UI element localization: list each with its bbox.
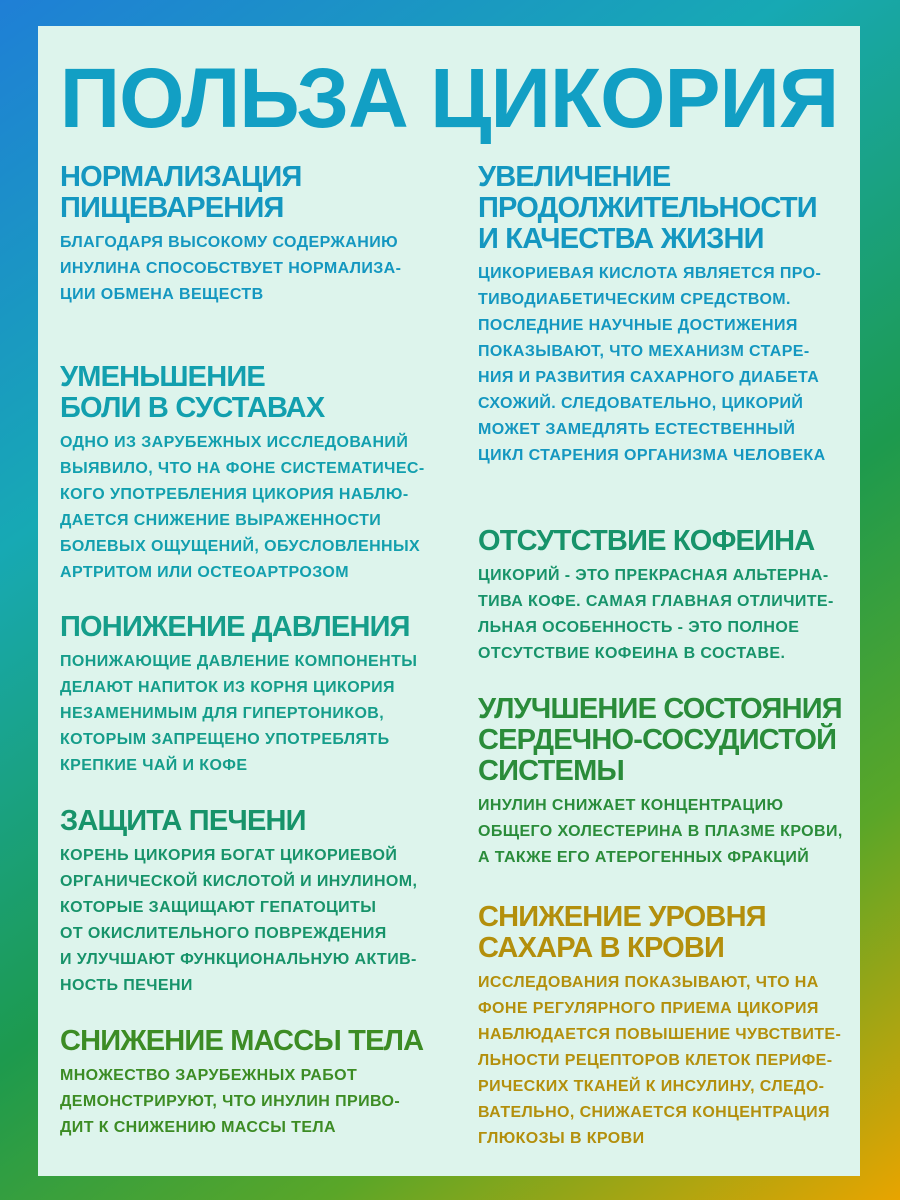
section-liver bbox=[60, 806, 440, 999]
section-heading: ПОНИЖЕНИЕ ДАВЛЕНИЯ bbox=[60, 611, 410, 643]
section-heading: СНИЖЕНИЕ УРОВНЯ САХАРА В КРОВИ bbox=[478, 901, 766, 964]
section-joints bbox=[60, 362, 440, 586]
section-digestion bbox=[60, 162, 440, 308]
section-cardio bbox=[478, 694, 848, 871]
poster-title: ПОЛЬЗА ЦИКОРИЯ bbox=[59, 51, 839, 145]
section-heading: ЗАЩИТА ПЕЧЕНИ bbox=[60, 805, 306, 837]
section-body: ЦИКОРИЕВАЯ КИСЛОТА ЯВЛЯЕТСЯ ПРО- ТИВОДИАБЕТИЧЕСКИМ СРЕДСТВОМ. ПОСЛЕДНИЕ НАУЧНЫЕ ДОСТИЖЕНИЯ ПОКАЗЫВАЮТ, ЧТО МЕХАНИЗМ СТАРЕ- НИЯ И РАЗВИТИЯ САХАРНОГО ДИАБЕТА СХОЖИЙ. СЛЕДОВАТЕЛЬНО, ЦИКОРИЙ МОЖЕТ ЗАМЕДЛЯТЬ ЕСТЕСТВЕННЫЙ ЦИКЛ СТАРЕНИЯ ОРГАНИЗМА ЧЕЛОВЕКА bbox=[478, 265, 826, 464]
section-body: ЦИКОРИЙ - ЭТО ПРЕКРАСНАЯ АЛЬТЕРНА- ТИВА КОФЕ. САМАЯ ГЛАВНАЯ ОТЛИЧИТЕ- ЛЬНАЯ ОСОБЕННОСТЬ - ЭТО ПОЛНОЕ ОТСУТСТВИЕ КОФЕИНА В СОСТАВЕ. bbox=[478, 567, 834, 662]
section-heading: УВЕЛИЧЕНИЕ ПРОДОЛЖИТЕЛЬНОСТИ И КАЧЕСТВА ЖИЗНИ bbox=[478, 161, 817, 255]
section-body: ИНУЛИН СНИЖАЕТ КОНЦЕНТРАЦИЮ ОБЩЕГО ХОЛЕСТЕРИНА В ПЛАЗМЕ КРОВИ, А ТАКЖЕ ЕГО АТЕРОГЕННЫХ ФРАКЦИЙ bbox=[478, 797, 843, 866]
section-body: ОДНО ИЗ ЗАРУБЕЖНЫХ ИССЛЕДОВАНИЙ ВЫЯВИЛО, ЧТО НА ФОНЕ СИСТЕМАТИЧЕС- КОГО УПОТРЕБЛЕНИЯ ЦИКОРИЯ НАБЛЮ- ДАЕТСЯ СНИЖЕНИЕ ВЫРАЖЕННОСТИ БОЛЕВЫХ ОЩУЩЕНИЙ, ОБУСЛОВЛЕННЫХ АРТРИТОМ ИЛИ ОСТЕОАРТРОЗОМ bbox=[60, 434, 425, 581]
section-weight bbox=[60, 1026, 440, 1141]
section-body: ИССЛЕДОВАНИЯ ПОКАЗЫВАЮТ, ЧТО НА ФОНЕ РЕГУЛЯРНОГО ПРИЕМА ЦИКОРИЯ НАБЛЮДАЕТСЯ ПОВЫШЕНИЕ ЧУВСТВИТЕ- ЛЬНОСТИ РЕЦЕПТОРОВ КЛЕТОК ПЕРИФЕ- РИЧЕСКИХ ТКАНЕЙ К ИНСУЛИНУ, СЛЕДО- ВАТЕЛЬНО, СНИЖАЕТСЯ КОНЦЕНТРАЦИЯ ГЛЮКОЗЫ В КРОВИ bbox=[478, 974, 842, 1147]
section-heading: СНИЖЕНИЕ МАССЫ ТЕЛА bbox=[60, 1025, 424, 1057]
section-body: БЛАГОДАРЯ ВЫСОКОМУ СОДЕРЖАНИЮ ИНУЛИНА СПОСОБСТВУЕТ НОРМАЛИЗА- ЦИИ ОБМЕНА ВЕЩЕСТВ bbox=[60, 234, 402, 303]
poster-panel bbox=[38, 26, 860, 1176]
section-longevity bbox=[478, 162, 848, 469]
section-blood-sugar bbox=[478, 902, 848, 1152]
section-heading: УМЕНЬШЕНИЕ БОЛИ В СУСТАВАХ bbox=[60, 361, 325, 424]
section-body: ПОНИЖАЮЩИЕ ДАВЛЕНИЕ КОМПОНЕНТЫ ДЕЛАЮТ НАПИТОК ИЗ КОРНЯ ЦИКОРИЯ НЕЗАМЕНИМЫМ ДЛЯ ГИПЕРТОНИКОВ, КОТОРЫМ ЗАПРЕЩЕНО УПОТРЕБЛЯТЬ КРЕПКИЕ ЧАЙ И КОФЕ bbox=[60, 653, 418, 774]
section-heading: УЛУЧШЕНИЕ СОСТОЯНИЯ СЕРДЕЧНО-СОСУДИСТОЙ СИСТЕМЫ bbox=[478, 693, 842, 787]
section-body: КОРЕНЬ ЦИКОРИЯ БОГАТ ЦИКОРИЕВОЙ ОРГАНИЧЕСКОЙ КИСЛОТОЙ И ИНУЛИНОМ, КОТОРЫЕ ЗАЩИЩАЮТ ГЕПАТОЦИТЫ ОТ ОКИСЛИТЕЛЬНОГО ПОВРЕЖДЕНИЯ И УЛУЧШАЮТ ФУНКЦИОНАЛЬНУЮ АКТИВ- НОСТЬ ПЕЧЕНИ bbox=[60, 847, 418, 994]
section-body: МНОЖЕСТВО ЗАРУБЕЖНЫХ РАБОТ ДЕМОНСТРИРУЮТ, ЧТО ИНУЛИН ПРИВО- ДИТ К СНИЖЕНИЮ МАССЫ ТЕЛА bbox=[60, 1067, 401, 1136]
section-heading: НОРМАЛИЗАЦИЯ ПИЩЕВАРЕНИЯ bbox=[60, 161, 302, 224]
section-heading: ОТСУТСТВИЕ КОФЕИНА bbox=[478, 525, 815, 557]
section-caffeine bbox=[478, 526, 848, 667]
section-pressure bbox=[60, 612, 440, 779]
